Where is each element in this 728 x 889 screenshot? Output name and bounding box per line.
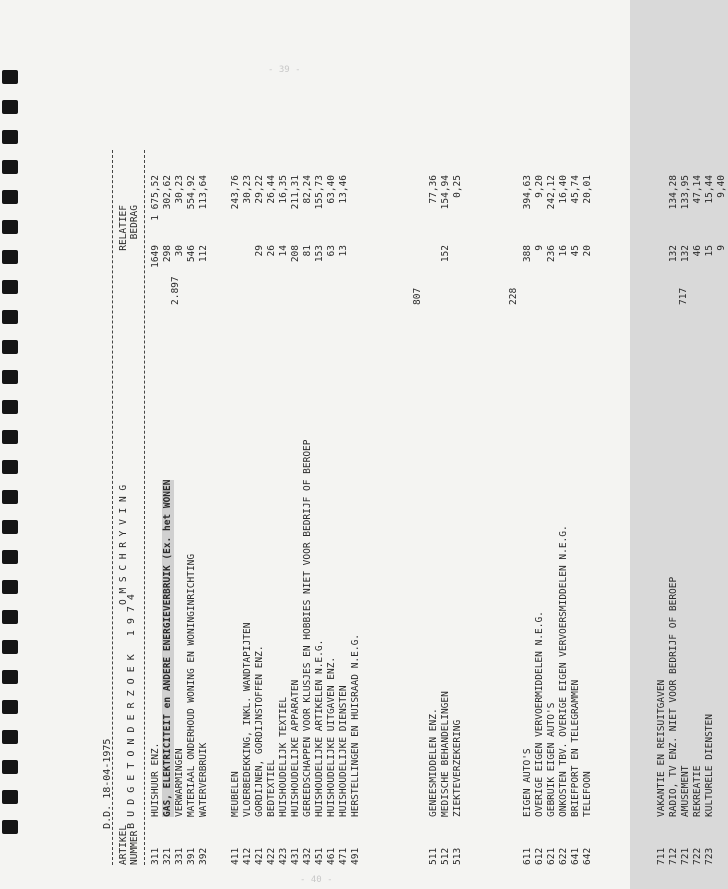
binding-ring	[2, 520, 18, 534]
table-row	[570, 150, 582, 865]
col-nummer: NUMMER	[129, 830, 140, 865]
omschrijving: MEDISCHE BEHANDELINGEN	[440, 691, 451, 817]
omschrijving: HUISHOUDELIJKE APPARATEN	[290, 679, 301, 817]
binding-ring	[2, 70, 18, 84]
relatief-value: 15	[704, 245, 715, 257]
omschrijving: VLOERBEDEKKING, INKL. WANDTAPIJTEN	[242, 622, 253, 817]
table-row	[692, 150, 704, 865]
omschrijving: EIGEN AUTO'S	[522, 748, 533, 817]
binding-ring	[2, 730, 18, 744]
omschrijving: MEUBELEN	[230, 771, 241, 817]
table-row	[326, 150, 338, 865]
omschrijving: REKREATIE	[692, 765, 703, 817]
binding-ring	[2, 460, 18, 474]
omschrijving: ZIEKTEVERZEKERING	[452, 719, 463, 817]
artikel-nummer: 311	[150, 847, 161, 865]
relatief-value: 1649	[150, 245, 161, 268]
bedrag-value: 13,46	[338, 175, 349, 204]
relatief-value: 236	[546, 245, 557, 263]
col-artikel: ARTIKEL	[118, 824, 129, 865]
artikel-nummer: 321	[162, 847, 173, 865]
relatief-value: 16	[558, 245, 569, 257]
binding-ring	[2, 610, 18, 624]
page-number-top: - 39 -	[268, 65, 301, 75]
relatief-value: 9	[534, 245, 545, 251]
bedrag-value: 211,31	[290, 175, 301, 210]
omschrijving: GENEESMIDDELEN ENZ.	[428, 708, 439, 817]
relatief-value: 132	[680, 245, 691, 263]
table-row	[656, 150, 668, 865]
artikel-nummer: 721	[680, 847, 691, 865]
table-row	[266, 150, 278, 865]
bedrag-value: 155,73	[314, 175, 325, 210]
bedrag-value: 20,01	[582, 175, 593, 204]
binding-ring	[2, 550, 18, 564]
artikel-nummer: 331	[174, 847, 185, 865]
relatief-value: 45	[570, 245, 581, 257]
table-row	[716, 150, 728, 865]
artikel-nummer: 491	[350, 847, 361, 865]
relatief-value: 14	[278, 245, 289, 257]
artikel-nummer: 392	[198, 847, 209, 865]
omschrijving: GORDIJNEN, GORDIJNSTOFFEN ENZ.	[254, 645, 265, 817]
column-header-row-2	[129, 150, 141, 865]
table-row	[558, 150, 570, 865]
table-row	[290, 150, 302, 865]
table-row	[186, 150, 198, 865]
relatief-value: 546	[186, 245, 197, 263]
bedrag-value: 394,63	[522, 175, 533, 210]
relatief-value: 81	[302, 245, 313, 257]
relatief-value: 153	[314, 245, 325, 263]
binding-ring	[2, 700, 18, 714]
binding-ring	[2, 400, 18, 414]
bedrag-value: 113,64	[198, 175, 209, 210]
subtotal-400: 807	[412, 287, 423, 305]
table-row	[254, 150, 266, 865]
omschrijving: WATERVERBRUIK	[198, 742, 209, 817]
bedrag-value: 133,95	[680, 175, 691, 210]
binding-ring	[2, 160, 18, 174]
bedrag-value: 16,40	[558, 175, 569, 204]
subtotal-300: 2.897	[170, 276, 181, 305]
omschrijving: VAKANTIE EN REISUITGAVEN	[656, 679, 667, 817]
bedrag-value: 0,25	[452, 175, 463, 198]
table-row	[314, 150, 326, 865]
omschrijving: KULTURELE DIENSTEN	[704, 714, 715, 817]
table-row	[452, 150, 464, 865]
relatief-value: 298	[162, 245, 173, 263]
binding-ring	[2, 760, 18, 774]
bedrag-value: 77,36	[428, 175, 439, 204]
table-row	[242, 150, 254, 865]
omschrijving: GEREEDSCHAPPEN VOOR KLUSJES EN HOBBIES NIET VOOR BEDRIJF OF BEROEP	[302, 439, 313, 817]
header-rule-bottom	[144, 150, 145, 865]
omschrijving: AMUSEMENT	[680, 765, 691, 817]
omschrijving: GEBRUIK EIGEN AUTO'S	[546, 702, 557, 817]
binding-ring	[2, 100, 18, 114]
artikel-nummer: 622	[558, 847, 569, 865]
relatief-value: 112	[198, 245, 209, 263]
table-row	[668, 150, 680, 865]
artikel-nummer: 412	[242, 847, 253, 865]
artikel-nummer: 391	[186, 847, 197, 865]
bedrag-value: 26,44	[266, 175, 277, 204]
subtotal-600: 717	[678, 287, 689, 305]
bedrag-value: 242,12	[546, 175, 557, 210]
table-row	[680, 150, 692, 865]
relatief-value: 46	[692, 245, 703, 257]
bedrag-value: 30,23	[242, 175, 253, 204]
binding-ring	[2, 580, 18, 594]
artikel-nummer: 612	[534, 847, 545, 865]
bedrag-value: 154,94	[440, 175, 451, 210]
bedrag-value: 15,44	[704, 175, 715, 204]
table-row	[440, 150, 452, 865]
binding-ring	[2, 490, 18, 504]
table-row	[162, 150, 174, 865]
relatief-value: 9	[716, 245, 727, 251]
artikel-nummer: 712	[668, 847, 679, 865]
bedrag-value: 82,24	[302, 175, 313, 204]
artikel-nummer: 642	[582, 847, 593, 865]
col-omschrijving: O M S C H R Y V I N G	[118, 484, 129, 605]
document-title: B U D G E T O N D E R Z O E K 1 9 7 4	[126, 594, 137, 829]
header-rule-top	[112, 150, 113, 865]
table-row	[546, 150, 558, 865]
relatief-value: 388	[522, 245, 533, 263]
table-row	[704, 150, 716, 865]
binding-ring	[2, 640, 18, 654]
omschrijving: HUISHOUDELIJK TEXTIEL	[278, 696, 289, 817]
omschrijving: HUISHOUDELIJKE UITGAVEN ENZ.	[326, 656, 337, 817]
spiral-binding	[0, 70, 20, 850]
table-row	[302, 150, 314, 865]
table-row	[230, 150, 242, 865]
omschrijving: BEDTEXTIEL	[266, 759, 277, 817]
omschrijving: VERWARMINGEN	[174, 748, 185, 817]
omschrijving: GAS, ELEKTRICITEIT en ANDERE ENERGIEVERBRUIK (Ex. het WONEN	[162, 479, 173, 817]
page-number-bottom: - 40 -	[300, 875, 333, 885]
bedrag-value: 45,74	[570, 175, 581, 204]
binding-ring	[2, 430, 18, 444]
omschrijving: OVERIGE EIGEN VERVOERMIDDELEN N.E.G.	[534, 611, 545, 817]
table-row	[338, 150, 350, 865]
artikel-nummer: 722	[692, 847, 703, 865]
table-row	[150, 150, 162, 865]
bedrag-value: 47,14	[692, 175, 703, 204]
omschrijving: ONKOSTEN TBV. OVERIGE EIGEN VERVOERSMIDDELEN N.E.G.	[558, 525, 569, 817]
bedrag-value: 30,23	[174, 175, 185, 204]
table-row	[198, 150, 210, 865]
omschrijving: TELEFOON	[582, 771, 593, 817]
relatief-value: 63	[326, 245, 337, 257]
bedrag-value: 134,28	[668, 175, 679, 210]
table-row	[522, 150, 534, 865]
binding-ring	[2, 670, 18, 684]
table-row	[174, 150, 186, 865]
artikel-nummer: 461	[326, 847, 337, 865]
binding-ring	[2, 190, 18, 204]
artikel-nummer: 432	[302, 847, 313, 865]
omschrijving: HERSTELLINGEN EN HUISRAAD N.E.G.	[350, 633, 361, 817]
artikel-nummer: 641	[570, 847, 581, 865]
artikel-nummer: 513	[452, 847, 463, 865]
bedrag-value: 302,62	[162, 175, 173, 210]
relatief-value: 208	[290, 245, 301, 263]
artikel-nummer: 422	[266, 847, 277, 865]
bedrag-value: 1 675,52	[150, 175, 161, 221]
binding-ring	[2, 310, 18, 324]
relatief-value: 152	[440, 245, 451, 263]
artikel-nummer: 423	[278, 847, 289, 865]
omschrijving: HUISHUUR ENZ.	[150, 742, 161, 817]
bedrag-value: 29,22	[254, 175, 265, 204]
document-code: D.D. 18-04-1975	[102, 738, 113, 829]
table-row	[278, 150, 290, 865]
relatief-value: 29	[254, 245, 265, 257]
table-row	[428, 150, 440, 865]
relatief-value: 30	[174, 245, 185, 257]
artikel-nummer: 451	[314, 847, 325, 865]
omschrijving: RADIO, TV ENZ. NIET VOOR BEDRIJF OF BEROEP	[668, 576, 679, 817]
col-relatief: RELATIEF	[118, 205, 129, 251]
artikel-nummer: 723	[704, 847, 715, 865]
binding-ring	[2, 790, 18, 804]
relatief-value: 132	[668, 245, 679, 263]
table-row	[582, 150, 594, 865]
table-row	[350, 150, 362, 865]
omschrijving: HUISHOUDELIJKE ARTIKELEN N.E.G.	[314, 639, 325, 817]
omschrijving: BRIEFPORT EN TELEGRAMMEN	[570, 679, 581, 817]
artikel-nummer: 512	[440, 847, 451, 865]
artikel-nummer: 511	[428, 847, 439, 865]
artikel-nummer: 421	[254, 847, 265, 865]
binding-ring	[2, 820, 18, 834]
binding-ring	[2, 130, 18, 144]
relatief-value: 20	[582, 245, 593, 257]
artikel-nummer: 711	[656, 847, 667, 865]
binding-ring	[2, 280, 18, 294]
artikel-nummer: 411	[230, 847, 241, 865]
artikel-nummer: 611	[522, 847, 533, 865]
artikel-nummer: 431	[290, 847, 301, 865]
omschrijving: HUISHOUDELIJKE DIENSTEN	[338, 685, 349, 817]
artikel-nummer: 621	[546, 847, 557, 865]
bedrag-value: 63,40	[326, 175, 337, 204]
binding-ring	[2, 220, 18, 234]
relatief-value: 13	[338, 245, 349, 257]
binding-ring	[2, 250, 18, 264]
table-row	[534, 150, 546, 865]
artikel-nummer: 471	[338, 847, 349, 865]
bedrag-value: 9,20	[534, 175, 545, 198]
col-bedrag: BEDRAG	[129, 205, 140, 240]
relatief-value: 26	[266, 245, 277, 257]
bedrag-value: 16,35	[278, 175, 289, 204]
omschrijving: MATERIAAL ONDERHOUD WONING EN WONINGINRICHTING	[186, 553, 197, 817]
bedrag-value: 9,40	[716, 175, 727, 198]
budget-table	[82, 150, 727, 865]
bedrag-value: 554,92	[186, 175, 197, 210]
subtotal-500: 228	[508, 287, 519, 305]
bedrag-value: 243,76	[230, 175, 241, 210]
binding-ring	[2, 340, 18, 354]
binding-ring	[2, 370, 18, 384]
